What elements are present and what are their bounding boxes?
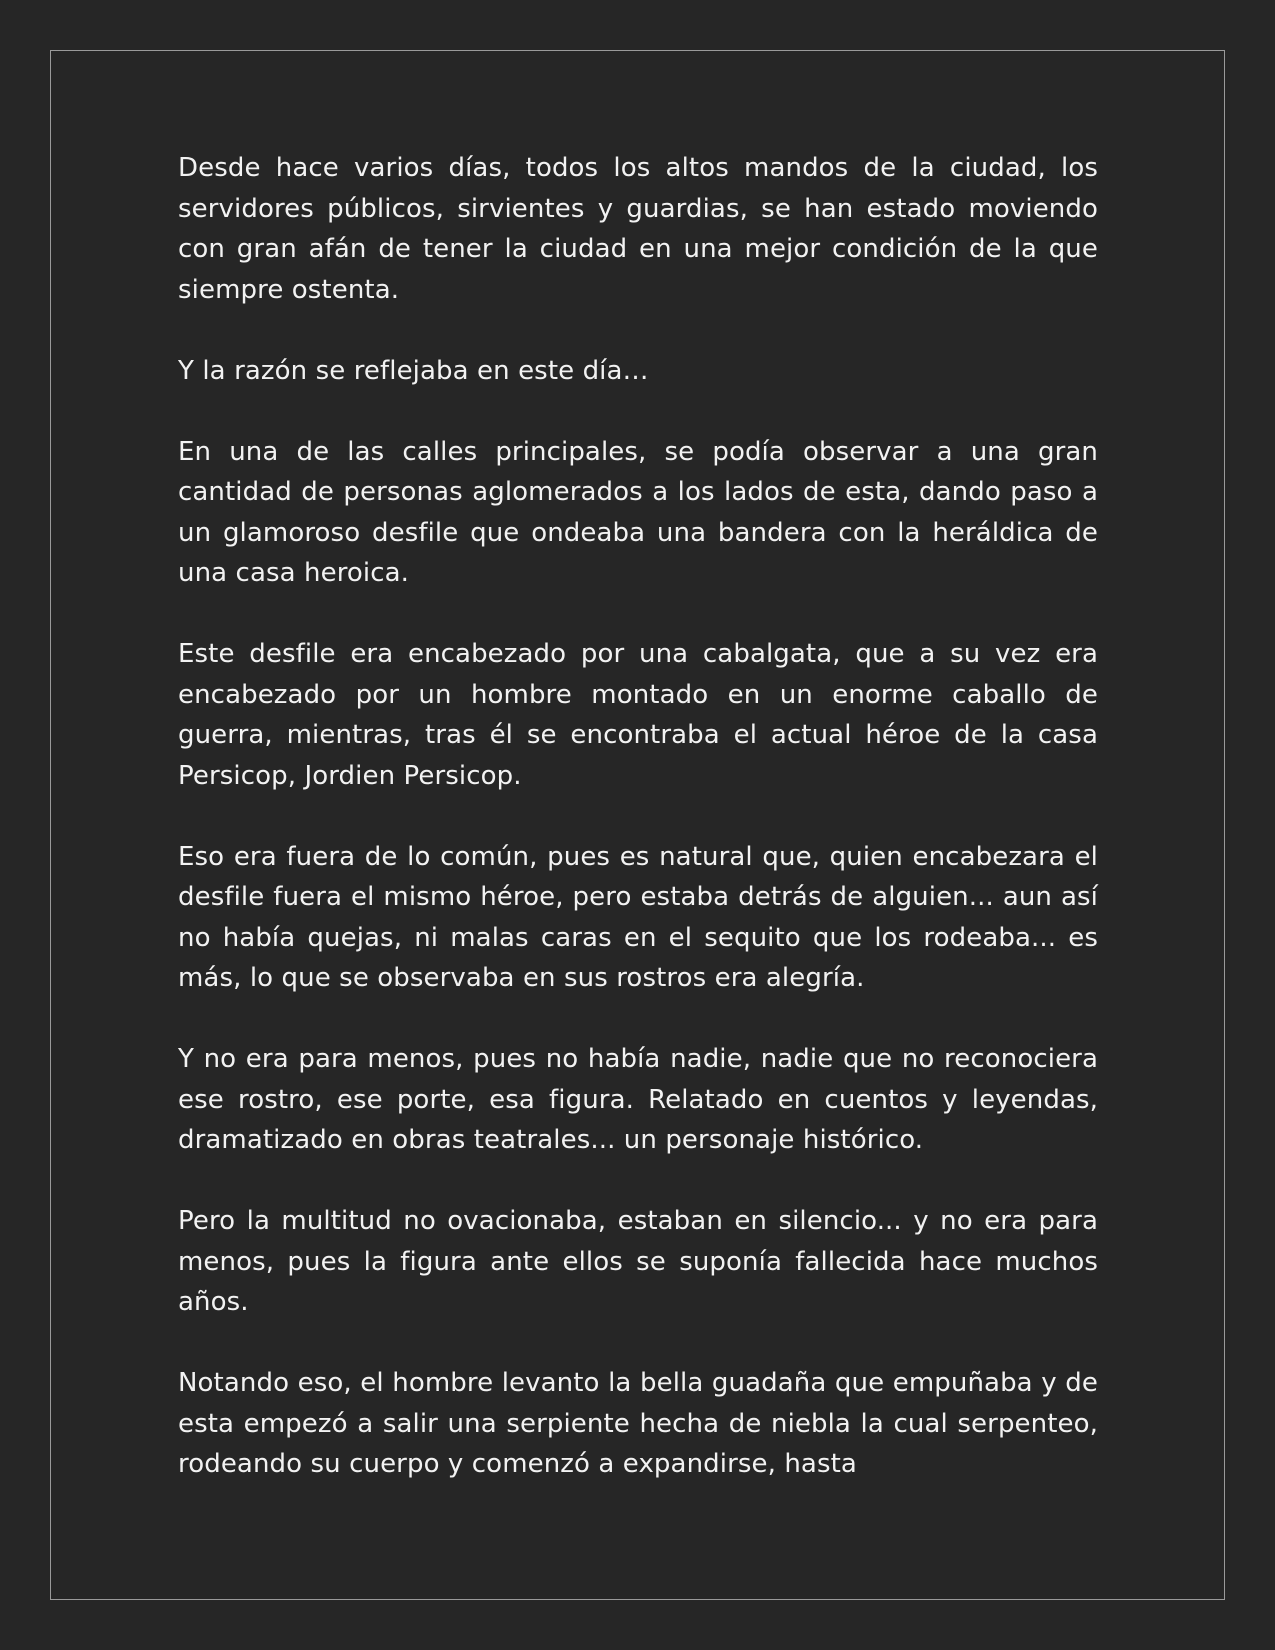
paragraph-4: Este desfile era encabezado por una cabalgata, que a su vez era encabezado por un hombre montado en un enorme caballo de guerra, mientras, tras él se encontraba el actual héroe de la casa Persicop, Jordien Persicop.	[178, 639, 1098, 791]
page-frame	[50, 50, 1225, 1600]
text-block	[178, 148, 1098, 1525]
paragraph-8: Notando eso, el hombre levanto la bella guadaña que empuñaba y de esta empezó a salir una serpiente hecha de niebla la cual serpenteo, rodeando su cuerpo y comenzó a expandirse, hasta	[178, 1368, 1098, 1479]
paragraph-2: Y la razón se reflejaba en este día…	[178, 355, 649, 386]
paragraph-7: Pero la multitud no ovacionaba, estaban en silencio... y no era para menos, pues la figura ante ellos se suponía fallecida hace muchos años.	[178, 1206, 1098, 1317]
paragraph-6: Y no era para menos, pues no había nadie, nadie que no reconociera ese rostro, ese porte, esa figura. Relatado en cuentos y leyendas, dramatizado en obras teatrales... un personaje histórico.	[178, 1044, 1098, 1155]
paragraph-5: Eso era fuera de lo común, pues es natural que, quien encabezara el desfile fuera el mismo héroe, pero estaba detrás de alguien... aun así no había quejas, ni malas caras en el sequito que los rodeaba... es más, lo que se observaba en sus rostros era alegría.	[178, 841, 1098, 993]
paragraph-1: Desde hace varios días, todos los altos mandos de la ciudad, los servidores públicos, sirvientes y guardias, se han estado moviendo con gran afán de tener la ciudad en una mejor condición de la que siempre ostenta.	[178, 153, 1098, 305]
paragraph-3: En una de las calles principales, se podía observar a una gran cantidad de personas aglomerados a los lados de esta, dando paso a un glamoroso desfile que ondeaba una bandera con la heráldica de una casa heroica.	[178, 436, 1098, 588]
